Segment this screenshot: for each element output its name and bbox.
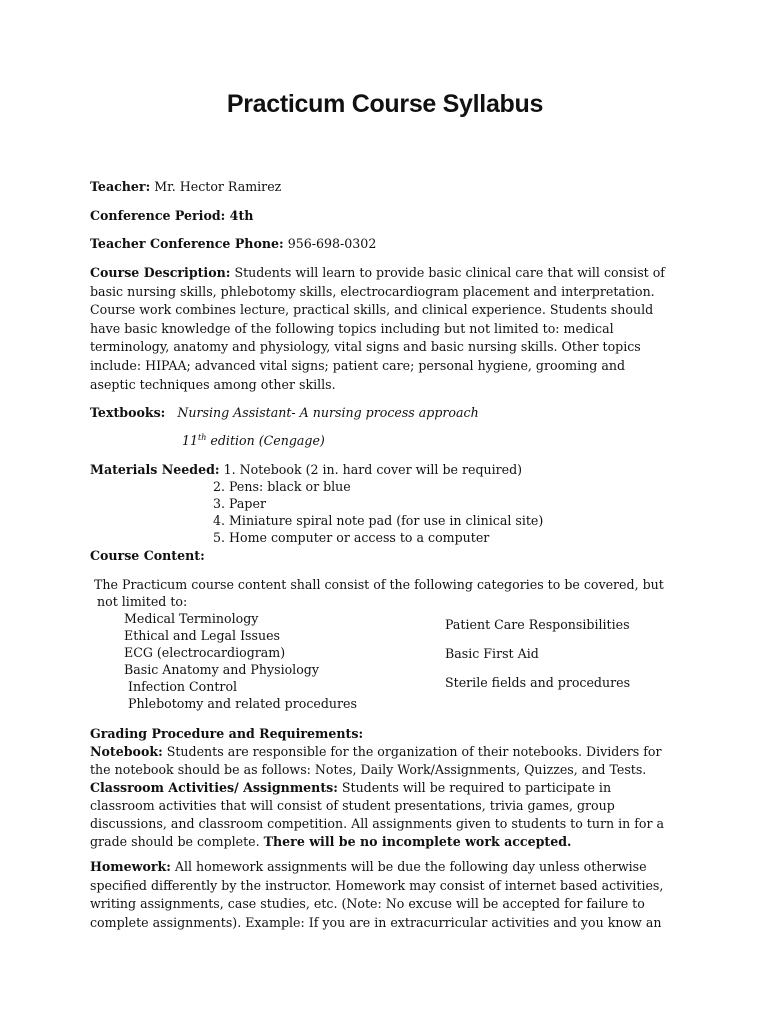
- conference-period-label: Conference Period: 4th: [90, 208, 254, 223]
- teacher-label: Teacher:: [90, 179, 151, 194]
- topic-item: Phlebotomy and related procedures: [128, 696, 357, 711]
- textbook-edition-number: 11: [182, 433, 199, 448]
- textbook-edition-suffix: th: [198, 432, 207, 442]
- course-description-label: Course Description:: [90, 265, 231, 280]
- materials-item: 1. Notebook (2 in. hard cover will be required): [223, 462, 523, 477]
- materials-item: 5. Home computer or access to a computer: [213, 530, 490, 545]
- textbook-edition-rest: edition (Cengage): [206, 433, 325, 448]
- course-description: [90, 264, 670, 394]
- homework-paragraph: [90, 858, 670, 932]
- classroom-label: Classroom Activities/ Assignments:: [90, 780, 338, 795]
- notebook-paragraph: [90, 743, 670, 779]
- conference-phone-value: 956-698-0302: [283, 236, 377, 251]
- textbooks-line: [90, 404, 670, 423]
- course-description-text: Students will learn to provide basic clinical care that will consist of basic nursing skills, phlebotomy skills, electrocardiogram placement and interpretation. Course work combines lecture, practical skills, and clinical experience. Students should have basic knowledge of the following topics including but not limited to: medical terminology, anatomy and physiology, vital signs and basic nursing skills. Other topics include: HIPAA; advanced vital signs; patient care; personal hygiene, grooming and aseptic techniques among other skills.: [90, 265, 665, 392]
- topic-item: Basic Anatomy and Physiology: [124, 662, 319, 677]
- teacher-value: Mr. Hector Ramirez: [150, 179, 282, 194]
- course-topics-left: [124, 610, 357, 712]
- topic-item: Sterile fields and procedures: [445, 675, 631, 690]
- grading-section: [90, 725, 670, 851]
- notebook-text: Students are responsible for the organization of their notebooks. Dividers for the notebook should be as follows: Notes, Daily Work/Assignments, Quizzes, and Tests.: [90, 744, 662, 777]
- page-title: Practicum Course Syllabus: [226, 90, 544, 118]
- course-topics-right: [445, 610, 630, 697]
- conference-phone-line: [90, 235, 670, 254]
- textbooks-label: Textbooks:: [90, 405, 166, 420]
- materials-item: 3. Paper: [213, 496, 266, 511]
- no-incomplete-notice: There will be no incomplete work accepted.: [263, 834, 572, 849]
- course-content-label: Course Content:: [90, 548, 205, 563]
- course-content-intro: [94, 576, 674, 610]
- topic-item: Medical Terminology: [124, 611, 259, 626]
- topic-item: Infection Control: [128, 679, 238, 694]
- homework-text: All homework assignments will be due the following day unless otherwise specified differently by the instructor. Homework may consist of internet based activities, writing assignments, case studies, etc. (Note: No excuse will be accepted for failure to complete assignments). Example: If you are in extracurricular activities and you know an: [90, 859, 664, 930]
- classroom-paragraph: [90, 779, 670, 851]
- materials-needed: [90, 461, 670, 546]
- conference-phone-label: Teacher Conference Phone:: [90, 236, 284, 251]
- materials-row: [90, 461, 670, 478]
- topic-item: Basic First Aid: [445, 646, 539, 661]
- materials-item: 2. Pens: black or blue: [213, 479, 351, 494]
- materials-item: 4. Miniature spiral note pad (for use in clinical site): [213, 513, 544, 528]
- topic-item: ECG (electrocardiogram): [124, 645, 286, 660]
- materials-label: Materials Needed:: [90, 462, 220, 477]
- teacher-line: [90, 178, 670, 197]
- classroom-text: Students will be required to participate in classroom activities that will consist of student presentations, trivia games, group discussions, and classroom competition. All assignments given to students to turn in for a grade should be complete.: [90, 780, 665, 849]
- course-content-intro-line: not limited to:: [97, 594, 188, 609]
- topic-item: Patient Care Responsibilities: [445, 617, 630, 632]
- topic-item: Ethical and Legal Issues: [124, 628, 281, 643]
- textbook-edition: [182, 432, 662, 451]
- course-content-heading: [90, 547, 670, 566]
- grading-heading: Grading Procedure and Requirements:: [90, 726, 364, 741]
- homework-label: Homework:: [90, 859, 171, 874]
- conference-period-line: [90, 207, 670, 226]
- textbook-title: Nursing Assistant- A nursing process approach: [177, 405, 479, 420]
- notebook-label: Notebook:: [90, 744, 163, 759]
- course-content-intro-line: The Practicum course content shall consist of the following categories to be covered, but: [94, 577, 664, 592]
